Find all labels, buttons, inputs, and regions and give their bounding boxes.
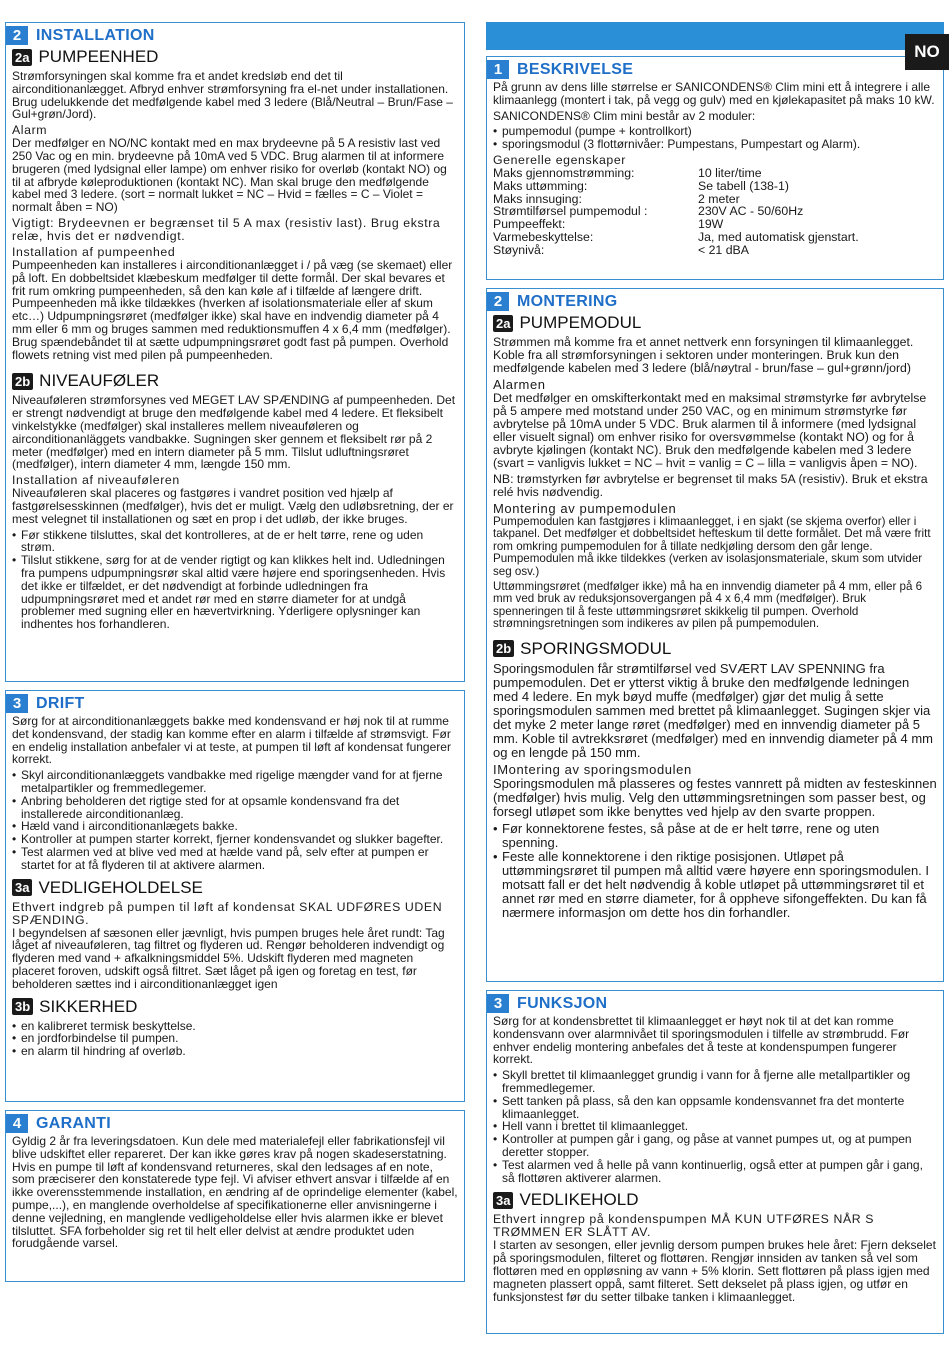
paragraph: Strømmen må komme fra et annet nettverk enn forsyningen til klimaanlegget. Koble fra all strømforsyningen i sektoren under monteringen. Bruk kun den medfølgende kabelen med 3 ledere (blå/nøytral - brun/fase – gul+grønn/jord) xyxy=(493,335,914,375)
spec-value: 10 liter/time xyxy=(698,165,762,180)
table-row xyxy=(493,180,859,193)
section-title: INSTALLATION xyxy=(36,26,155,44)
list-item: • Hell vann i brettet til klimaanlegget. xyxy=(493,1120,937,1133)
list-item: • Test alarmen ved å helle på vann kontinuerlig, også etter at pumpen går i gang, så flottøren aktiverer alarmen. xyxy=(493,1159,937,1185)
subsection-header xyxy=(12,997,458,1017)
section-number: 4 xyxy=(6,1114,28,1133)
right-column xyxy=(486,22,944,1342)
section-number: 3 xyxy=(487,994,509,1013)
left-column xyxy=(5,22,465,1290)
section-number: 2 xyxy=(487,292,509,311)
installation-section xyxy=(5,22,465,682)
paragraph: Gyldig 2 år fra leveringsdatoen. Kun dele med materialefejl eller fabrikationsfejl vil blive udskiftet eller repareret. Der kan ikke gøres krav på nogen skadeserstatning. Hvis en pumpe til løft af kondensvand returneres, skal den ledsages af en note, som præciserer den konstaterede type fejl. Vi afviser ethvert ansvar i tilfælde af en ikke overensstemmende installation, en ændring af de oprindelige elementer (kabel, pumpe,...), en manglende overholdelse af specifikationerne eller anvisningerne i denne vejledning, en manglende vedligeholdelse eller hvis alarmen ikke er blevet tilsluttet. SFA forbeholder sig ret til helt eller delvist at ændre produktet uden forudgående varsel. xyxy=(12,1134,458,1251)
paragraph: Ethvert indgreb på pumpen til løft af kondensat SKAL UDFØRES UDEN SPÆNDING. xyxy=(12,899,443,927)
spec-table xyxy=(493,167,859,257)
list-item: • Før stikkene tilsluttes, skal det kontrolleres, at de er helt tørre, rene og uden strøm. xyxy=(12,529,458,555)
drift-section xyxy=(5,690,465,1102)
list-item: • Tilslut stikkene, sørg for at de vender rigtigt og kan klikkes helt ind. Udledningen fra pumpens udpumpningsrør skal altid være højere end sporingsenheden. Hvis det ikke er tilfældet, er det nødvendigt at forbinde udledningen fra udpumpningsrøret med et andet rør med en større diameter for at undgå problemer med sugning eller en hævertvirkning. Yderligere oplysninger kan indhentes hos forhandleren. xyxy=(12,554,458,631)
language-badge: NO xyxy=(905,34,949,70)
section-number: 1 xyxy=(487,60,509,79)
list-item: • Før konnektorene festes, så påse at de er helt tørre, rene og uten spenning. xyxy=(493,822,937,850)
subsection-header xyxy=(12,371,458,391)
section-header xyxy=(487,292,937,311)
paragraph: Der medfølger en NO/NC kontakt med en max brydeevne på 5 A resistiv last ved 250 Vac og en min. brydeevne på 10mA ved 5 VDC. Brug alarmen til at informere brugeren (med lydsignal eller lampe) om enhver risiko for overløb (kontakt NO) og til at afbryde køleproduktionen (kontakt NC). Man skal bruge den medfølgende kabel med 3 ledere. (sort = normalt lukket = NC – Hvid = fælles = C – Violet = normalt åben = NO) xyxy=(12,136,447,215)
spec-key: Maks gjennomstrømming: xyxy=(493,165,635,180)
list-item: • en kalibreret termisk beskyttelse. xyxy=(12,1020,458,1033)
table-row xyxy=(493,167,859,180)
list-item: • Kontroller at pumpen starter korrekt, fjerner kondensvandet og slukker bagefter. xyxy=(12,833,458,846)
header-bar xyxy=(486,22,944,61)
beskrivelse-section xyxy=(486,56,944,280)
section-header xyxy=(487,994,937,1013)
table-row xyxy=(493,244,859,257)
spec-value: 2 meter xyxy=(698,191,740,206)
paragraph: SANICONDENS® Clim mini består av 2 moduler: xyxy=(493,108,756,123)
section-header xyxy=(6,26,458,45)
paragraph: Sørg for at airconditionanlæggets bakke med kondensvand er høj nok til at rumme det kondensvand, der stadig kan komme efter en alarm i tilfælde af strømsvigt. Før en endelig installation anbefaler vi at teste, at pumpen til løft af kondensat fungerer korrekt. xyxy=(12,714,451,767)
list-item: • Sett tanken på plass, så den kan oppsamle kondensvannet fra det monterte klimaanlegget. xyxy=(493,1095,937,1121)
paragraph: I begyndelsen af sæsonen eller jævnligt, hvis pumpen bruges hele året rundt: Tag låget af niveauføleren, tag filtret og flyderen ud. Rengør beholderen indvendigt og flyderen med vand + afkalkningsmiddel 5%. Udskift flyderen med magneten placeret foroven, udskift også filtret. Sæt låget på igen og foretag en test, før beholderen sættes ind i airconditionanlægget igen xyxy=(12,925,445,991)
spec-value: < 21 dBA xyxy=(698,242,749,257)
label: Montering av pumpemodulen xyxy=(493,501,677,516)
bullet-list xyxy=(12,769,458,871)
spec-key: Strømtilførsel pumpemodul : xyxy=(493,204,648,219)
subsection-tag: 3a xyxy=(493,1192,513,1209)
label: Generelle egenskaper xyxy=(493,152,626,167)
list-item: • Anbring beholderen det rigtige sted for at opsamle kondensvand fra det installerede airconditionanlæg. xyxy=(12,795,458,821)
subsection-header xyxy=(12,47,458,67)
paragraph: Sørg for at kondensbrettet til klimaanlegget er høyt nok til at det kan romme kondensvann over alarmnivået til sporingsmodulen i tilfelle av strømbrudd. Før enhver endelig montering anbefales det å teste at kondenspumpen fungerer korrekt. xyxy=(493,1014,910,1067)
list-item: • Test alarmen ved at blive ved med at hælde vand på, selv efter at pumpen er startet for at få flyderen til at aktivere alarmen. xyxy=(12,846,458,872)
paragraph: Pumpeenheden kan installeres i airconditionanlægget i / på væg (se skemaet) eller på loft. En dobbeltsidet klæbeskum medfølger til dette formål. Der skal bevares et frit rum omkring pumpeenheden, så den kan køle af i tilfælde af længere drift. Pumpeenheden må ikke tildækkes (hverken af isolationsmateriale eller af skum etc…) Udpumpningsrøret (medfølger ikke) skal have en indvendig diameter på 4 mm eller 6 mm og bruges sammen med reduktionsmuffen 4 x 6,4 mm (medfølger). Brug spændebåndet til at sætte udpumpningsrøret godt fast på pumpen. Overhold flowets retning vist med pilen på pumpeenheden. xyxy=(12,257,453,362)
subsection-tag: 2a xyxy=(12,49,32,66)
list-item: • pumpemodul (pumpe + kontrollkort) xyxy=(493,125,937,138)
subsection-title: NIVEAUFØLER xyxy=(39,371,160,391)
label: Installation af niveauføleren xyxy=(12,473,180,488)
paragraph: Pumpemodulen kan fastgjøres i klimaanlegget, i en sjakt (se skjema overfor) eller i takpanel. Det medfølger et dobbeltsidet hefteskum til dette formålet. Det må være fritt rom omkring pumpemodulen for å tillate nedkjøling dersom den går lenge. Pumpemodulen må ikke tildekkes (verken av isolasjonsmateriale, skum som utvider seg osv.) xyxy=(493,515,931,578)
list-item: • Skyl airconditionanlæggets vandbakke med rigelige mængder vand for at fjerne metalpartikler og fremmedlegemer. xyxy=(12,769,458,795)
spec-key: Maks uttømming: xyxy=(493,178,588,193)
label: IMontering av sporingsmodulen xyxy=(493,761,692,777)
section-number: 2 xyxy=(6,26,28,45)
montering-section xyxy=(486,288,944,982)
subsection-header xyxy=(493,639,937,659)
subsection-tag: 2b xyxy=(12,373,33,390)
subsection-tag: 3a xyxy=(12,879,32,896)
section-title: DRIFT xyxy=(36,694,85,712)
bullet-list xyxy=(493,125,937,151)
spec-value: Ja, med automatisk gjenstart. xyxy=(698,229,859,244)
spec-value: 230V AC - 50/60Hz xyxy=(698,204,804,219)
spec-value: 19W xyxy=(698,217,724,232)
subsection-tag: 3b xyxy=(12,998,33,1015)
subsection-tag: 2b xyxy=(493,640,514,657)
paragraph: Ethvert inngrep på kondenspumpen MÅ KUN UTFØRES NÅR S TRØMMEN ER SLÅTT AV. xyxy=(493,1212,875,1240)
subsection-title: PUMPEMODUL xyxy=(519,313,642,332)
list-item: • Hæld vand i airconditionanlægets bakke. xyxy=(12,820,458,833)
section-title: GARANTI xyxy=(36,1114,111,1132)
subsection-title: SIKKERHED xyxy=(39,996,138,1016)
section-title: BESKRIVELSE xyxy=(517,60,634,78)
label: Installation af pumpeenhed xyxy=(12,244,176,259)
subsection-title: VEDLIGEHOLDELSE xyxy=(38,877,203,897)
paragraph: På grunn av dens lille størrelse er SANICONDENS® Clim mini ett å integrere i alle klimaanlegg (montert i tak, på vegg og gulv) med en kjølekapasitet på maks 10 kW. xyxy=(493,80,935,107)
list-item: • Skyll brettet til klimaanlegget grundig i vann for å fjerne alle metallpartikler og fremmedlegemer. xyxy=(493,1069,937,1095)
list-item: • en alarm til hindring af overløb. xyxy=(12,1045,458,1058)
section-header xyxy=(487,60,937,79)
subsection-header xyxy=(493,1190,937,1210)
spec-key: Maks innsuging: xyxy=(493,191,582,206)
spec-key: Varmebeskyttelse: xyxy=(493,229,594,244)
paragraph: Strømforsyningen skal komme fra et andet kredsløb end det til airconditionanlægget. Afbryd enhver strømforsyning fra el-net under installationen. Brug udelukkende det medfølgende kabel med 3 ledere (Blå/Neutral – Brun/Fase – Gul+grøn/Jord). xyxy=(12,69,453,122)
label: Alarm xyxy=(12,123,48,138)
garanti-section xyxy=(5,1110,465,1282)
section-header xyxy=(6,1114,458,1133)
subsection-title: PUMPEENHED xyxy=(38,47,159,66)
list-item: • Kontroller at pumpen går i gang, og påse at vannet pumpes ut, og at pumpen deretter stopper. xyxy=(493,1133,937,1159)
subsection-title: SPORINGSMODUL xyxy=(520,638,672,658)
paragraph: Vigtigt: Brydeevnen er begrænset til 5 A max (resistiv last). Brug ekstra relæ, hvis det er nødvendigt. xyxy=(12,215,441,243)
paragraph: Det medfølger en omskifterkontakt med en maksimal strømstyrke før avbrytelse på 5 ampere med motstand under 250 VAC, og en minimum strømstyrke før avbrytelse på 10mA under 5 VDC. Bruk alarmen til å informere (med lydsignal eller visuelt signal) om enhver risiko for oversvømmelse (kontakt NO) og for å avbryte kjølingen (kontakt NC). Bruk den medfølgende kabelen med 3 ledere (svart = vanligvis lukket = NC – hvit = vanlig = C – lilla = vanligvis åpen = NO). xyxy=(493,391,927,470)
spec-value: Se tabell (138-1) xyxy=(698,178,789,193)
spec-key: Pumpeeffekt: xyxy=(493,217,566,232)
subsection-title: VEDLIKEHOLD xyxy=(519,1190,639,1210)
label: Alarmen xyxy=(493,377,546,392)
bullet-list xyxy=(12,1020,458,1058)
section-header xyxy=(6,694,458,713)
bullet-list xyxy=(12,529,458,631)
subsection-tag: 2a xyxy=(493,315,513,332)
list-item: • Feste alle konnektorene i den riktige posisjonen. Utløpet på uttømmingsrøret til pumpen må alltid være høyere enn sporingsmodulen. I motsatt fall er det helt nødvendig å koble utløpet på uttømmingsrøret til et annet rør med en større diameter, for å oppheve sifongeffekten. Du kan få nærmere informasjon om dette hos din forhandler. xyxy=(493,850,937,920)
list-item: • en jordforbindelse til pumpen. xyxy=(12,1032,458,1045)
funksjon-section xyxy=(486,990,944,1334)
table-row xyxy=(493,231,859,244)
paragraph: Sporingsmodulen må plasseres og festes vannrett på midten av festeskinnen (medfølger) hvis mulig. Velg den uttømmingsretningen som passer best, og forsegl utløpet som ikke benyttes ved hjelp av den svarte proppen. xyxy=(493,775,937,819)
bullet-list xyxy=(493,822,937,920)
paragraph: NB: trømstyrken før avbrytelse er begrenset til maks 5A (resistiv). Bruk et ekstra relé hvis nødvendig. xyxy=(493,472,928,499)
section-title: MONTERING xyxy=(517,292,618,310)
subsection-header xyxy=(493,313,937,333)
paragraph: Sporingsmodulen får strømtilførsel ved SVÆRT LAV SPENNING fra pumpemodulen. Det er ytterst viktig å bruke den medfølgende ledningen med 4 ledere. En myk bøyd muffe (medfølger) gjør det mulig å sette sporingsmodulen sammen med brettet på klimaanlegget. Sugingen skjer via det myke 2 meter lange røret (medfølger) med en innvendig diameter på 5 mm. Koble til avtrekksrøret (medfølger) med en innvendig diameter på 4 mm og en lengde på 150 mm. xyxy=(493,660,933,760)
subsection-header xyxy=(12,878,458,898)
section-title: FUNKSJON xyxy=(517,994,608,1012)
paragraph: Uttømmingsrøret (medfølger ikke) må ha en innvendig diameter på 4 mm, eller på 6 mm ved bruk av reduksjonsovergangen på 4 x 6,4 mm (medfølger). Bruk spenneringen til å feste uttømmingsrøret skikkelig til pumpen. Overhold strømningsretningen som indikeres av pilen på pumpemodulen. xyxy=(493,580,923,631)
spec-key: Støynivå: xyxy=(493,242,545,257)
paragraph: Niveauføleren strømforsynes ved MEGET LAV SPÆNDING af pumpeenheden. Det er strengt nødvendigt at bruge den medfølgende kabel med 4 ledere. Et fleksibelt vinkelstykke (medfølger) skal installeres mellem niveauføleren og airconditionanläggets vandbakke. Sugningen sker gennem et fleksibelt rør på 2 meter (medfølger) med en intern diameter på 5 mm. Tilslut udluftningsrøret (medfølger), intern diameter 4 mm, længde 150 mm. xyxy=(12,393,456,472)
list-item: • sporingsmodul (3 flottørnivåer: Pumpestans, Pumpestart og Alarm). xyxy=(493,138,937,151)
section-number: 3 xyxy=(6,694,28,713)
bullet-list xyxy=(493,1069,937,1184)
paragraph: I starten av sesongen, eller jevnlig dersom pumpen brukes hele året: Fjern dekselet på sporingsmodulen, filteret og flottøren. Rengjør innsiden av tanken så vel som flottøren med en oppløsning av vann + 5% klorin. Sett flottøren på plass igjen med magneten plassert oppå, samt filteret. Sett dekselet på plass igjen, og utfør en funksjonstest før du setter tilbake tanken i klimaanlegget. xyxy=(493,1238,936,1304)
paragraph: Niveauføleren skal placeres og fastgøres i vandret position ved hjælp af fastgørelsesskinnen (medfølger), hvis det er muligt. Vælg den udløbsretning, der er mest velegnet til installationen og sæt en prop i det udløb, der ikke bruges. xyxy=(12,486,454,526)
